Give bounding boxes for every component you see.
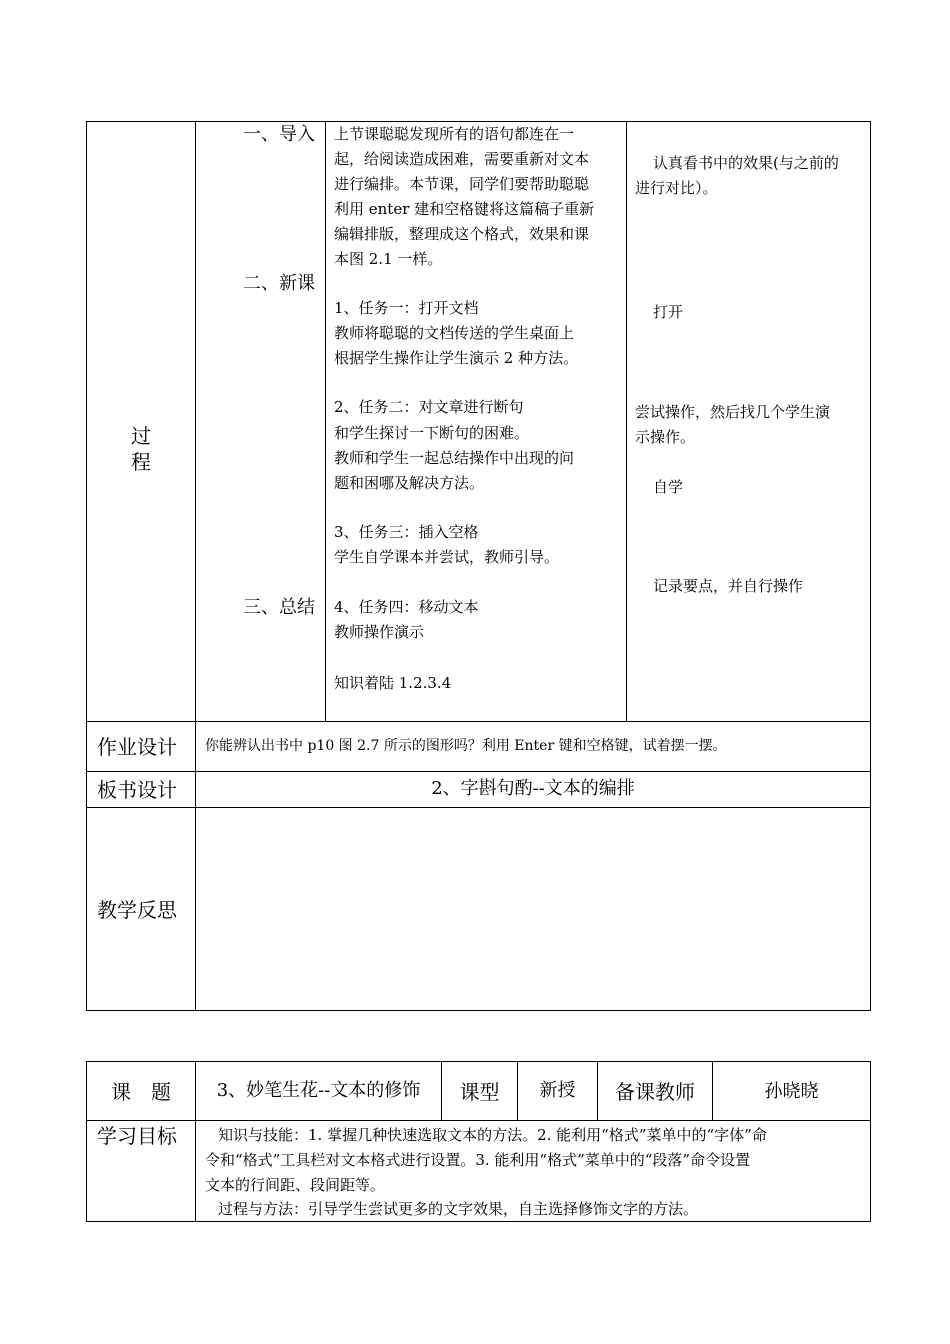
student-activity-line: 认真看书中的效果(与之前的 bbox=[653, 154, 839, 172]
goals-line: 文本的行间距、段间距等。 bbox=[205, 1176, 386, 1194]
teacher-activity-line: 4、任务四：移动文本 bbox=[334, 598, 479, 616]
teacher-activity-line: 编辑排版，整理成这个格式，效果和课 bbox=[334, 225, 590, 243]
board-label: 板书设计 bbox=[97, 778, 177, 802]
goals-line: 知识与技能：1. 掌握几种快速选取文本的方法。2. 能利用“格式”菜单中的“字体”命 bbox=[218, 1126, 767, 1144]
process-label: 程 bbox=[131, 450, 151, 474]
teacher-activity-line: 利用 enter 建和空格键将这篇稿子重新 bbox=[334, 200, 595, 218]
table1-row-divider bbox=[86, 721, 871, 722]
teacher-activity-line: 教师将聪聪的文档传送的学生桌面上 bbox=[334, 324, 575, 342]
table1-left-border bbox=[86, 121, 87, 1011]
reflection-label: 教学反思 bbox=[97, 898, 177, 922]
student-activity-line: 进行对比）。 bbox=[635, 179, 718, 197]
table2-row-divider bbox=[86, 1120, 871, 1121]
teacher-activity-line: 本图 2.1 一样。 bbox=[334, 250, 443, 268]
topic-label: 课 题 bbox=[111, 1080, 171, 1104]
teacher-activity-line: 1、任务一：打开文档 bbox=[334, 299, 479, 317]
table1-row-divider bbox=[86, 807, 871, 808]
teacher-activity-line: 进行编排。本节课，同学们要帮助聪聪 bbox=[334, 175, 590, 193]
goals-line: 过程与方法：引导学生尝试更多的文字效果，自主选择修饰文字的方法。 bbox=[218, 1200, 699, 1218]
table1-bottom-border bbox=[86, 1010, 871, 1011]
goals-line: 令和“格式”工具栏对文本格式进行设置。3. 能利用“格式”菜单中的“段落”命令设置 bbox=[205, 1151, 751, 1169]
topic-value: 3、妙笔生花--文本的修饰 bbox=[216, 1080, 421, 1101]
teacher-activity-line: 根据学生操作让学生演示 2 种方法。 bbox=[334, 349, 579, 367]
table2-bottom-border bbox=[86, 1221, 871, 1222]
teacher-label: 备课教师 bbox=[615, 1080, 695, 1104]
student-activity-line: 打开 bbox=[653, 303, 684, 321]
teacher-activity-line: 3、任务三：插入空格 bbox=[334, 523, 479, 541]
type-value: 新授 bbox=[539, 1080, 576, 1101]
table2-top-border bbox=[86, 1061, 871, 1062]
stage-label: 三、总结 bbox=[243, 597, 315, 618]
teacher-value: 孙晓晓 bbox=[764, 1081, 819, 1102]
table1-right-border bbox=[870, 121, 871, 1011]
student-activity-line: 记录要点，并自行操作 bbox=[653, 577, 804, 595]
goals-label: 学习目标 bbox=[97, 1124, 177, 1148]
table1-col-divider bbox=[626, 121, 627, 722]
stage-label: 二、新课 bbox=[243, 273, 315, 294]
teacher-activity-line: 知识着陆 1.2.3.4 bbox=[334, 674, 452, 692]
student-activity-line: 尝试操作，然后找几个学生演 bbox=[635, 403, 831, 421]
homework-text: 你能辨认出书中 p10 图 2.7 所示的图形吗？利用 Enter 键和空格键，试着摆一摆。 bbox=[205, 738, 727, 754]
table1-col-divider bbox=[325, 121, 326, 722]
teacher-activity-line: 起，给阅读造成困难，需要重新对文本 bbox=[334, 150, 590, 168]
table1-row-divider bbox=[86, 771, 871, 772]
homework-label: 作业设计 bbox=[97, 735, 177, 759]
teacher-activity-line: 2、任务二：对文章进行断句 bbox=[334, 398, 524, 416]
process-label: 过 bbox=[131, 424, 151, 448]
stage-label: 一、导入 bbox=[243, 124, 315, 145]
teacher-activity-line: 上节课聪聪发现所有的语句都连在一 bbox=[334, 125, 575, 143]
teacher-activity-line: 教师操作演示 bbox=[334, 623, 425, 641]
student-activity-line: 自学 bbox=[653, 478, 684, 496]
teacher-activity-line: 和学生探讨一下断句的困难。 bbox=[334, 424, 530, 442]
table2-right-border bbox=[870, 1061, 871, 1222]
type-label: 课型 bbox=[459, 1080, 500, 1104]
student-activity-line: 示操作。 bbox=[635, 428, 696, 446]
teacher-activity-line: 学生自学课本并尝试，教师引导。 bbox=[334, 548, 560, 566]
table1-col-divider bbox=[195, 121, 196, 1011]
table1-top-border bbox=[86, 121, 871, 122]
teacher-activity-line: 教师和学生一起总结操作中出现的问 bbox=[334, 449, 575, 467]
board-text: 2、字斟句酌--文本的编排 bbox=[431, 778, 635, 799]
teacher-activity-line: 题和困哪及解决方法。 bbox=[334, 474, 485, 492]
